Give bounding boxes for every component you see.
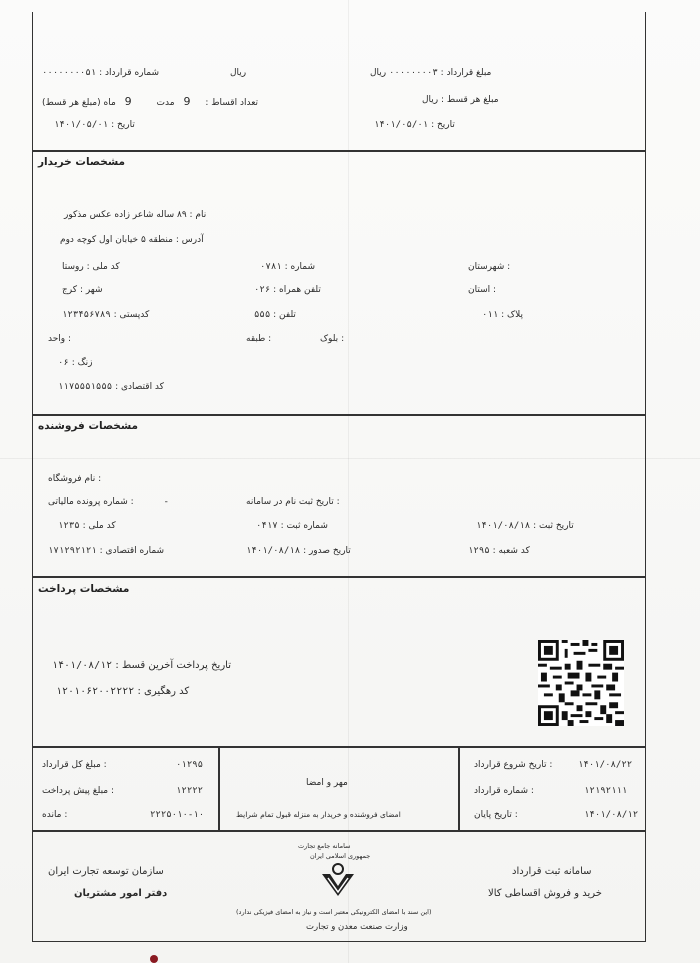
- section1-r5c1: [48, 310, 149, 320]
- section1-r6c3-label: بلوک :: [320, 334, 345, 344]
- section1-r4c3: [468, 285, 496, 295]
- section1-address-value: منطقه ۵ خیابان اول کوچه دوم: [60, 235, 173, 245]
- summary-mid-title: مهر و امضا: [306, 778, 348, 788]
- divider-footer: [32, 830, 646, 832]
- section1-r6c3: [320, 334, 344, 344]
- section2-row1: [48, 474, 101, 484]
- section2-title: مشخصات فروشنده: [38, 420, 139, 432]
- header-date-right-value: ۱۴۰۱/۰۵/۰۱: [374, 120, 429, 130]
- section1-title: مشخصات خریدار: [38, 156, 125, 168]
- section2-row4a-label: شماره اقتصادی :: [99, 546, 165, 556]
- header-contract-amount-label: مبلغ قرارداد :: [440, 68, 492, 78]
- section1-r7c1-value: ۰۶: [58, 358, 69, 368]
- summary-right1-label: تاریخ شروع قرارداد :: [474, 760, 553, 770]
- divider-section3: [32, 576, 646, 578]
- section1-name-label: نام :: [189, 210, 207, 220]
- section1-r3c2-label: شماره :: [284, 262, 316, 272]
- section1-r6c1-label: واحد :: [48, 334, 72, 344]
- section1-r5c2-value: ۵۵۵: [254, 310, 271, 320]
- section1-r7c1-label: زنگ :: [71, 358, 93, 368]
- section1-address-label: آدرس :: [175, 235, 204, 245]
- header-date-left-label: تاریخ :: [111, 120, 135, 130]
- divider-summary: [32, 746, 646, 748]
- section1-r7c1: [48, 358, 93, 368]
- ink-mark: [150, 955, 158, 963]
- header-installment-amount-unit: ریال: [422, 95, 439, 105]
- header-installments-count: 9: [183, 95, 191, 108]
- header-contract-amount-unit: ریال: [370, 68, 387, 78]
- section1-r6c1: [48, 334, 71, 344]
- footer-left-line2: دفتر امور مشتریان: [74, 888, 168, 899]
- summary-left1-label: مبلغ کل قرارداد :: [42, 760, 107, 770]
- section2-row3a-label: کد ملی :: [82, 521, 116, 531]
- summary-left2-label: مبلغ پیش پرداخت :: [42, 786, 115, 796]
- section2-row2a-label: شماره پرونده مالیاتی :: [48, 497, 134, 507]
- section1-r5c3-label: پلاک :: [501, 310, 523, 320]
- header-contract-amount: [362, 68, 491, 78]
- divider-section2: [32, 414, 646, 416]
- section1-r3c2: [246, 262, 315, 272]
- section1-r4c2-value: ۰۲۶: [254, 285, 271, 295]
- summary-right2: [474, 786, 534, 796]
- header-installment-amount: [362, 95, 499, 105]
- section1-r8c1: [48, 382, 164, 392]
- section1-address: [48, 235, 204, 245]
- section2-row4a-value: ۱۷۱۲۹۲۱۲۱: [48, 546, 97, 556]
- section3-title: مشخصات پرداخت: [38, 583, 130, 595]
- section2-row1-label: نام فروشگاه :: [48, 474, 102, 484]
- footer-center-top1: سامانه جامع تجارت: [298, 842, 351, 850]
- summary-left3-value: ۲۲۲۵۰۱۰-۱۰: [150, 810, 205, 820]
- footer-right-line1: سامانه ثبت قرارداد: [512, 866, 592, 877]
- section1-r3c3: [468, 262, 510, 272]
- section2-row2a-value: -: [164, 497, 168, 507]
- section2-row2b: [246, 497, 340, 507]
- section1-r8c1-value: ۱۱۷۵۵۵۱۵۵۵: [58, 382, 113, 392]
- section1-r4c2: [246, 285, 321, 295]
- header-installments: [42, 95, 258, 108]
- section3-row2-label: کد رهگیری :: [137, 686, 190, 697]
- section1-r3c1-value: روستا: [62, 262, 84, 272]
- section1-r3c1-label: کد ملی :: [86, 262, 120, 272]
- section1-name: [48, 210, 206, 220]
- section1-r4c1: [48, 285, 103, 295]
- qr-code-icon: [538, 640, 624, 726]
- section2-row2b-label: تاریخ ثبت نام در سامانه :: [246, 497, 340, 507]
- header-contract-number: [42, 68, 159, 78]
- section2-row3b-label: شماره ثبت :: [280, 521, 328, 531]
- section1-name-value: ۸۹ ساله شاعر زاده عکس مذکور: [64, 210, 187, 220]
- header-installments-label: تعداد اقساط :: [205, 98, 259, 108]
- section1-r5c2-label: تلفن :: [273, 310, 296, 320]
- section3-row2: [48, 686, 189, 697]
- section3-row1-label: تاریخ پرداخت آخرین قسط :: [115, 660, 231, 671]
- header-contract-unit: ریال: [230, 68, 247, 78]
- section2-row3b-value: ۰۴۱۷: [256, 521, 278, 531]
- summary-left2-value: ۱۲۲۲۲: [176, 786, 204, 796]
- section2-row4c: [468, 546, 530, 556]
- summary-left2: [42, 786, 114, 796]
- section3-row2-value: ۱۲۰۱۰۶۲۰۰۲۲۲۲: [56, 686, 135, 697]
- section1-r3c2-value: ۰۷۸۱: [260, 262, 282, 272]
- section2-row3b: [246, 521, 328, 531]
- section2-row4c-label: کد شعبه :: [492, 546, 530, 556]
- section2-row3c-label: تاریخ ثبت :: [533, 521, 574, 531]
- header-installment-amount-label: مبلغ هر قسط :: [441, 95, 499, 105]
- section2-row3c-value: ۱۴۰۱/۰۸/۱۸: [476, 521, 531, 531]
- section3-row1: [48, 660, 231, 671]
- summary-divider-left: [218, 746, 220, 830]
- footer-center-note: (این سند با امضای الکترونیکی معتبر است و نیاز به امضای فیزیکی ندارد): [236, 908, 432, 916]
- footer-center-top2: جمهوری اسلامی ایران: [310, 852, 371, 860]
- header-date-right: [362, 120, 455, 130]
- header-installments-months: 9: [124, 95, 132, 108]
- footer-center-bottom: وزارت صنعت معدن و تجارت: [306, 922, 408, 932]
- summary-right3-value: ۱۴۰۱/۰۸/۱۲: [584, 810, 639, 820]
- section2-row3a-value: ۱۲۳۵: [58, 521, 80, 531]
- header-date-right-label: تاریخ :: [431, 120, 455, 130]
- section1-r5c1-value: ۱۲۳۴۵۶۷۸۹: [62, 310, 111, 320]
- section2-row3c: [468, 521, 574, 531]
- section1-r4c3-label: استان :: [468, 285, 497, 295]
- divider-section1: [32, 150, 646, 152]
- header-contract-number-label: شماره قرارداد :: [99, 68, 159, 78]
- section2-row4b-value: ۱۴۰۱/۰۸/۱۸: [246, 546, 301, 556]
- section3-row1-value: ۱۴۰۱/۰۸/۱۲: [52, 660, 113, 671]
- section2-row4b: [246, 546, 351, 556]
- section1-r5c2: [246, 310, 296, 320]
- emblem-logo-icon: [316, 860, 360, 900]
- section1-r5c3: [468, 310, 523, 320]
- header-installments-mid-label: مدت: [156, 98, 175, 108]
- footer-left-line1: سازمان توسعه تجارت ایران: [48, 866, 164, 877]
- section1-r3c3-label: شهرستان :: [468, 262, 511, 272]
- section2-row4b-label: تاریخ صدور :: [303, 546, 351, 556]
- summary-left3: [42, 810, 67, 820]
- section1-r5c1-label: کدپستی :: [113, 310, 150, 320]
- section2-row2a: [48, 497, 168, 507]
- header-date-left-value: ۱۴۰۱/۰۵/۰۱: [54, 120, 109, 130]
- summary-right1: [474, 760, 552, 770]
- section2-row4a: [48, 546, 164, 556]
- section1-r8c1-label: کد اقتصادی :: [115, 382, 164, 392]
- section1-r4c1-label: شهر :: [79, 285, 103, 295]
- header-contract-amount-value: ۰۰۰۰۰۰۰۰۳: [389, 68, 438, 78]
- footer-right-line2: خرید و فروش اقساطی کالا: [488, 888, 602, 899]
- header-date-left: [42, 120, 135, 130]
- summary-left1-value: ۰۱۲۹۵: [176, 760, 204, 770]
- header-installments-note: ماه (مبلغ هر قسط): [42, 98, 116, 108]
- section1-r6c2: [246, 334, 271, 344]
- section1-r4c1-value: کرج: [62, 285, 78, 295]
- section1-r3c1: [48, 262, 120, 272]
- summary-right2-label: شماره قرارداد :: [474, 786, 534, 796]
- section2-row4c-value: ۱۲۹۵: [468, 546, 490, 556]
- summary-left3-label: مانده :: [42, 810, 68, 820]
- summary-left1: [42, 760, 107, 770]
- summary-right1-value: ۱۴۰۱/۰۸/۲۲: [578, 760, 633, 770]
- section1-r4c2-label: تلفن همراه :: [273, 285, 321, 295]
- summary-right3: [474, 810, 518, 820]
- summary-right3-label: تاریخ پایان :: [474, 810, 518, 820]
- section1-r6c2-label: طبقه :: [246, 334, 272, 344]
- summary-mid-text: امضای فروشنده و خریدار به منزله قبول تمام شرایط: [236, 810, 401, 819]
- summary-right2-value: ۱۲۱۹۲۱۱۱: [584, 786, 628, 796]
- document-frame: [32, 12, 646, 942]
- section1-r5c3-value: ۰۱۱: [482, 310, 499, 320]
- header-contract-number-value: ۰۰۰۰۰۰۰۰۵۱: [42, 68, 97, 78]
- summary-divider-right: [458, 746, 460, 830]
- section2-row3a: [48, 521, 116, 531]
